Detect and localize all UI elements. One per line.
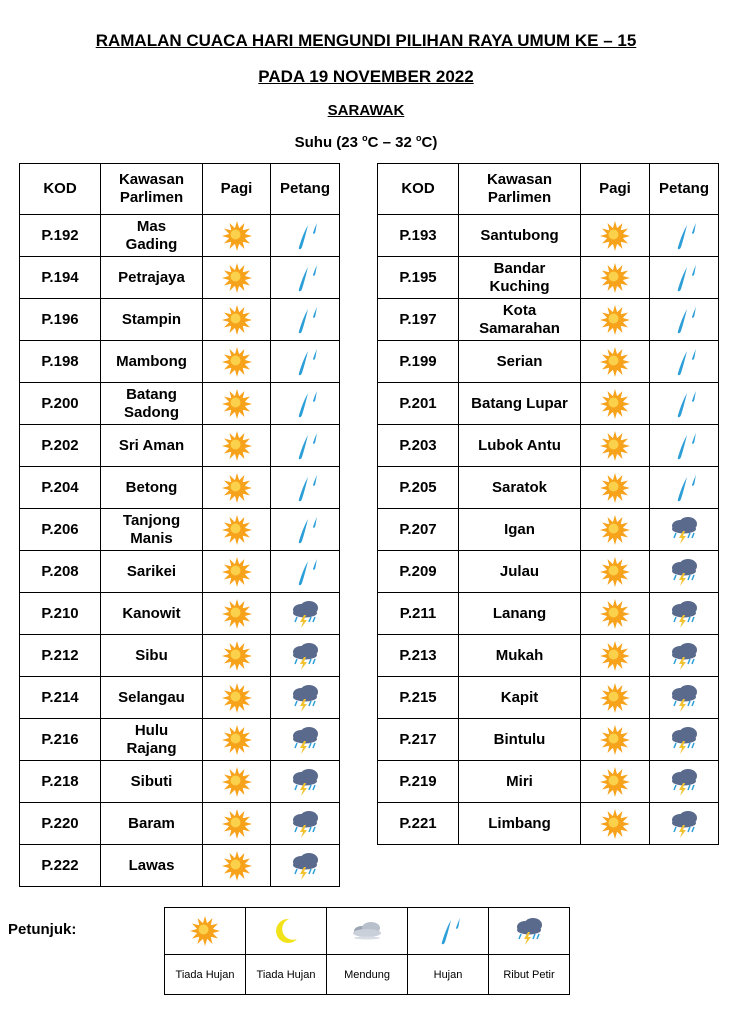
cell-petang [271,341,340,383]
cell-kod: P.194 [20,257,101,299]
thunderstorm-icon [667,514,701,546]
cell-kod: P.200 [20,383,101,425]
rain-icon [667,388,701,420]
cell-pagi [203,593,271,635]
thunderstorm-icon [667,682,701,714]
sun-icon [220,766,254,798]
sun-icon [220,304,254,336]
legend-icon-cell [489,908,570,955]
cell-kawasan: Bintulu [459,719,581,761]
rain-icon [288,430,322,462]
cell-kawasan: Lanang [459,593,581,635]
cell-pagi [581,467,650,509]
cell-kawasan: Santubong [459,215,581,257]
cell-kod: P.212 [20,635,101,677]
cell-pagi [203,467,271,509]
cell-petang [271,761,340,803]
cell-pagi [203,551,271,593]
thunderstorm-icon [667,724,701,756]
cell-petang [271,719,340,761]
thunderstorm-icon [288,724,322,756]
cell-kawasan: Sri Aman [101,425,203,467]
cell-kod: P.221 [378,803,459,845]
cell-kod: P.197 [378,299,459,341]
thunderstorm-icon [288,640,322,672]
sun-icon [598,220,632,252]
col-header-kawasan: Kawasan Parlimen [101,164,203,215]
cell-kod: P.217 [378,719,459,761]
table-row [378,635,719,677]
cell-kod: P.215 [378,677,459,719]
col-header-kawasan: Kawasan Parlimen [459,164,581,215]
rain-icon [288,346,322,378]
cell-kawasan: Lubok Antu [459,425,581,467]
cell-petang [271,593,340,635]
sun-icon [598,808,632,840]
cell-kod: P.213 [378,635,459,677]
cell-kawasan: Serian [459,341,581,383]
cell-kod: P.207 [378,509,459,551]
col-header-kod: KOD [378,164,459,215]
cell-pagi [581,425,650,467]
cell-pagi [203,635,271,677]
legend-table [164,907,570,995]
cell-petang [271,845,340,887]
cell-pagi [203,845,271,887]
cell-pagi [581,215,650,257]
cell-kod: P.196 [20,299,101,341]
thunderstorm-icon [512,915,546,947]
cell-kod: P.193 [378,215,459,257]
cell-kawasan: Selangau [101,677,203,719]
cell-petang [650,215,719,257]
cell-petang [650,467,719,509]
temperature-range: Suhu (23 $^o$C – 32 $^o$C) [294,133,438,151]
legend-icon-cell [246,908,327,955]
cell-kod: P.195 [378,257,459,299]
cell-petang [271,299,340,341]
table-row [378,761,719,803]
cell-pagi [581,509,650,551]
cell-kod: P.220 [20,803,101,845]
thunderstorm-icon [667,766,701,798]
table-header-row [378,164,719,215]
rain-icon [288,262,322,294]
sun-icon [220,388,254,420]
cell-pagi [203,299,271,341]
cell-kawasan: Julau [459,551,581,593]
cell-kawasan: Baram [101,803,203,845]
cell-pagi [581,383,650,425]
cell-kawasan: Sibuti [101,761,203,803]
sun-icon [598,514,632,546]
cell-kawasan: Tanjong Manis [101,509,203,551]
legend-text: Mendung [327,955,408,995]
sun-icon [220,598,254,630]
cell-pagi [581,719,650,761]
table-row [378,341,719,383]
col-header-pagi: Pagi [203,164,271,215]
legend-icon-cell [327,908,408,955]
sun-icon [220,556,254,588]
cell-kawasan: Hulu Rajang [101,719,203,761]
rain-icon [288,472,322,504]
cell-pagi [203,803,271,845]
sun-icon [220,220,254,252]
sun-icon [598,472,632,504]
sun-icon [598,766,632,798]
thunderstorm-icon [288,682,322,714]
cell-petang [650,761,719,803]
cell-kod: P.219 [378,761,459,803]
table-row [20,845,340,887]
cell-petang [271,467,340,509]
cell-kawasan: Betong [101,467,203,509]
thunderstorm-icon [288,808,322,840]
thunderstorm-icon [667,598,701,630]
table-row [378,383,719,425]
cell-petang [650,257,719,299]
cell-kawasan: Mukah [459,635,581,677]
cell-kawasan: Kanowit [101,593,203,635]
cell-petang [650,551,719,593]
table-row [378,593,719,635]
cell-kawasan: Igan [459,509,581,551]
cell-petang [650,299,719,341]
cell-kawasan: Sarikei [101,551,203,593]
cell-petang [650,593,719,635]
sun-icon [220,430,254,462]
col-header-petang: Petang [650,164,719,215]
cell-petang [271,509,340,551]
page-subtitle-date: PADA 19 NOVEMBER 2022 [258,67,474,86]
cell-pagi [203,677,271,719]
table-row [20,509,340,551]
sun-icon [598,640,632,672]
cell-kawasan: Sibu [101,635,203,677]
cell-kawasan: Mas Gading [101,215,203,257]
sun-icon [598,682,632,714]
rain-icon [288,220,322,252]
sun-icon [220,346,254,378]
rain-icon [288,304,322,336]
table-row [378,425,719,467]
table-row [378,257,719,299]
sun-icon [220,514,254,546]
table-row [378,467,719,509]
legend-text: Tiada Hujan [165,955,246,995]
cell-petang [271,803,340,845]
cell-pagi [581,257,650,299]
cloud-icon [350,915,384,947]
cell-pagi [581,341,650,383]
cell-kod: P.222 [20,845,101,887]
legend-text: Tiada Hujan [246,955,327,995]
rain-icon [288,514,322,546]
cell-pagi [581,677,650,719]
rain-icon [667,262,701,294]
rain-icon [431,915,465,947]
cell-kod: P.214 [20,677,101,719]
cell-kawasan: Stampin [101,299,203,341]
cell-kod: P.218 [20,761,101,803]
table-row [378,803,719,845]
sun-icon [220,724,254,756]
cell-kod: P.198 [20,341,101,383]
thunderstorm-icon [288,850,322,882]
sun-icon [220,472,254,504]
table-row [20,299,340,341]
cell-kawasan: Limbang [459,803,581,845]
table-row [20,551,340,593]
table-row [378,509,719,551]
sun-icon [598,430,632,462]
sun-icon [188,915,222,947]
legend-icon-cell [408,908,489,955]
table-row [20,677,340,719]
legend-text: Hujan [408,955,489,995]
thunderstorm-icon [288,766,322,798]
cell-pagi [203,509,271,551]
rain-icon [667,346,701,378]
cell-kod: P.210 [20,593,101,635]
cell-petang [650,383,719,425]
table-row [20,593,340,635]
legend-icon-cell [165,908,246,955]
cell-pagi [203,425,271,467]
rain-icon [667,304,701,336]
cell-pagi [203,383,271,425]
thunderstorm-icon [288,598,322,630]
cell-kawasan: Batang Sadong [101,383,203,425]
table-header-row [20,164,340,215]
moon-icon [269,915,303,947]
sun-icon [220,682,254,714]
rain-icon [667,472,701,504]
table-row [20,257,340,299]
sun-icon [220,262,254,294]
cell-kawasan: Kota Samarahan [459,299,581,341]
thunderstorm-icon [667,640,701,672]
legend-label: Petunjuk: [8,921,77,938]
cell-kawasan: Miri [459,761,581,803]
cell-kawasan: Batang Lupar [459,383,581,425]
table-row [20,803,340,845]
cell-kod: P.216 [20,719,101,761]
sun-icon [220,808,254,840]
thunderstorm-icon [667,808,701,840]
table-row [20,341,340,383]
cell-pagi [581,761,650,803]
table-row [20,383,340,425]
table-row [20,467,340,509]
cell-kawasan: Bandar Kuching [459,257,581,299]
cell-kod: P.204 [20,467,101,509]
cell-pagi [203,215,271,257]
cell-kawasan: Kapit [459,677,581,719]
table-row [20,719,340,761]
cell-kawasan: Petrajaya [101,257,203,299]
cell-petang [650,803,719,845]
cell-kod: P.201 [378,383,459,425]
table-row [378,719,719,761]
sun-icon [598,346,632,378]
table-row [20,761,340,803]
table-row [20,425,340,467]
forecast-table-left [19,163,340,887]
table-row [378,299,719,341]
cell-kawasan: Mambong [101,341,203,383]
cell-pagi [581,593,650,635]
legend-text: Ribut Petir [489,955,570,995]
state-heading: SARAWAK [327,102,405,119]
cell-kawasan: Lawas [101,845,203,887]
cell-petang [271,383,340,425]
rain-icon [288,388,322,420]
cell-kod: P.205 [378,467,459,509]
cell-petang [271,677,340,719]
table-row [20,635,340,677]
sun-icon [598,598,632,630]
cell-kod: P.192 [20,215,101,257]
thunderstorm-icon [667,556,701,588]
sun-icon [598,556,632,588]
table-row [378,215,719,257]
rain-icon [667,430,701,462]
cell-kod: P.209 [378,551,459,593]
rain-icon [288,556,322,588]
cell-petang [271,551,340,593]
cell-petang [650,509,719,551]
cell-kod: P.202 [20,425,101,467]
cell-kod: P.199 [378,341,459,383]
cell-pagi [581,635,650,677]
col-header-pagi: Pagi [581,164,650,215]
page-title: RAMALAN CUACA HARI MENGUNDI PILIHAN RAYA UMUM KE – 15 [95,31,637,50]
cell-pagi [581,299,650,341]
col-header-petang: Petang [271,164,340,215]
cell-petang [650,635,719,677]
sun-icon [220,850,254,882]
cell-kod: P.208 [20,551,101,593]
col-header-kod: KOD [20,164,101,215]
cell-pagi [581,803,650,845]
cell-petang [271,215,340,257]
forecast-table-right [377,163,719,845]
cell-petang [271,257,340,299]
cell-kod: P.203 [378,425,459,467]
cell-kawasan: Saratok [459,467,581,509]
cell-petang [650,719,719,761]
rain-icon [667,220,701,252]
cell-pagi [203,341,271,383]
cell-petang [271,425,340,467]
table-row [378,551,719,593]
table-row [20,215,340,257]
cell-petang [271,635,340,677]
cell-pagi [203,257,271,299]
cell-pagi [581,551,650,593]
sun-icon [598,304,632,336]
sun-icon [598,262,632,294]
sun-icon [598,388,632,420]
cell-pagi [203,719,271,761]
cell-kod: P.211 [378,593,459,635]
cell-petang [650,677,719,719]
sun-icon [220,640,254,672]
sun-icon [598,724,632,756]
cell-pagi [203,761,271,803]
cell-kod: P.206 [20,509,101,551]
table-row [378,677,719,719]
cell-petang [650,425,719,467]
cell-petang [650,341,719,383]
